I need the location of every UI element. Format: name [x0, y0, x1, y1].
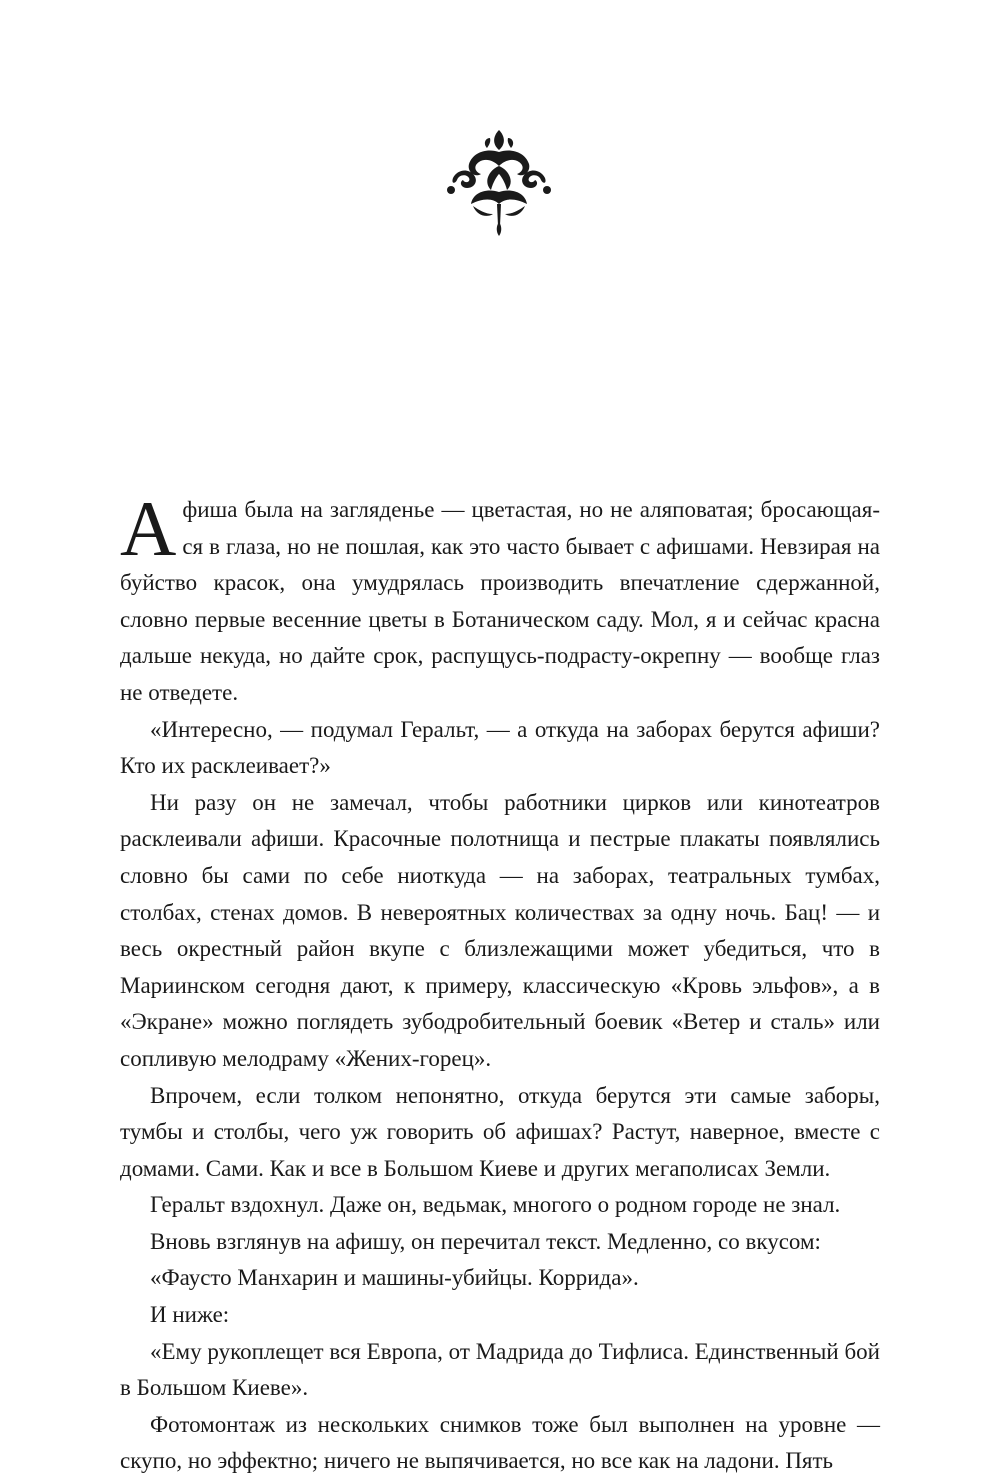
paragraph-10: Фотомонтаж из нескольких снимков тоже был выполнен на уровне — скупо, но эффектно; ничего не выпячивается, но все как на ладони. Пять [120, 1411, 880, 1474]
floral-ornament-icon [443, 126, 555, 238]
drop-cap: А [120, 485, 177, 572]
paragraph-1 [120, 485, 880, 712]
paragraph-6: Вновь взглянув на афишу, он перечитал текст. Медленно, со вкусом: [150, 1228, 821, 1254]
paragraph-7: «Фаусто Манхарин и машины-убийцы. Коррида». [150, 1265, 639, 1291]
paragraph-5: Геральт вздохнул. Даже он, ведьмак, многого о родном городе не знал. [150, 1192, 841, 1218]
paragraph-9: «Ему рукоплещет вся Европа, от Мадрида до Тифлиса. Единственный бой в Большом Киеве». [120, 1338, 880, 1401]
paragraph-4: Впрочем, если толком непонятно, откуда берутся эти самые заборы, тумбы и столбы, чего уж говорить об афишах? Растут, наверное, вместе с домами. Сами. Как и все в Большом Киеве и других мегаполисах Земли. [120, 1082, 880, 1181]
paragraph-3: Ни разу он не замечал, чтобы работники цирков или кинотеатров расклеивали афиши. Красочные полотнища и пестрые плакаты появлялись словно бы сами по себе ниоткуда — на заборах, театральных тумбах, столбах, стенах домов. В невероятных количествах за одну ночь. Бац! — и весь окрестный район вкупе с близлежащими может убедиться, что в Мариинском сегодня дают, к примеру, классическую «Кровь эльфов», а в «Экране» можно поглядеть зубодробительный боевик «Ветер и сталь» или сопливую мелодраму «Жених-горец». [120, 789, 880, 1071]
paragraph-2: «Интересно, — подумал Геральт, — а откуда на заборах берутся афиши? Кто их расклеивает?» [120, 716, 880, 779]
chapter-text [120, 485, 880, 1480]
paragraph-8: И ниже: [150, 1302, 230, 1328]
paragraph-1-text: фиша была на загляденье — цветастая, но не аляповатая; бросающая-ся в глаза, но не пошлая, как это часто бывает с афишами. Невзирая на буйство красок, она умудрялась производить впечатление сдержанной, словно первые весенние цветы в Ботаническом саду. Мол, я и сейчас красна дальше некуда, но дайте срок, распущусь-подрасту-окрепну — вообще глаз не отведете. [120, 497, 880, 705]
